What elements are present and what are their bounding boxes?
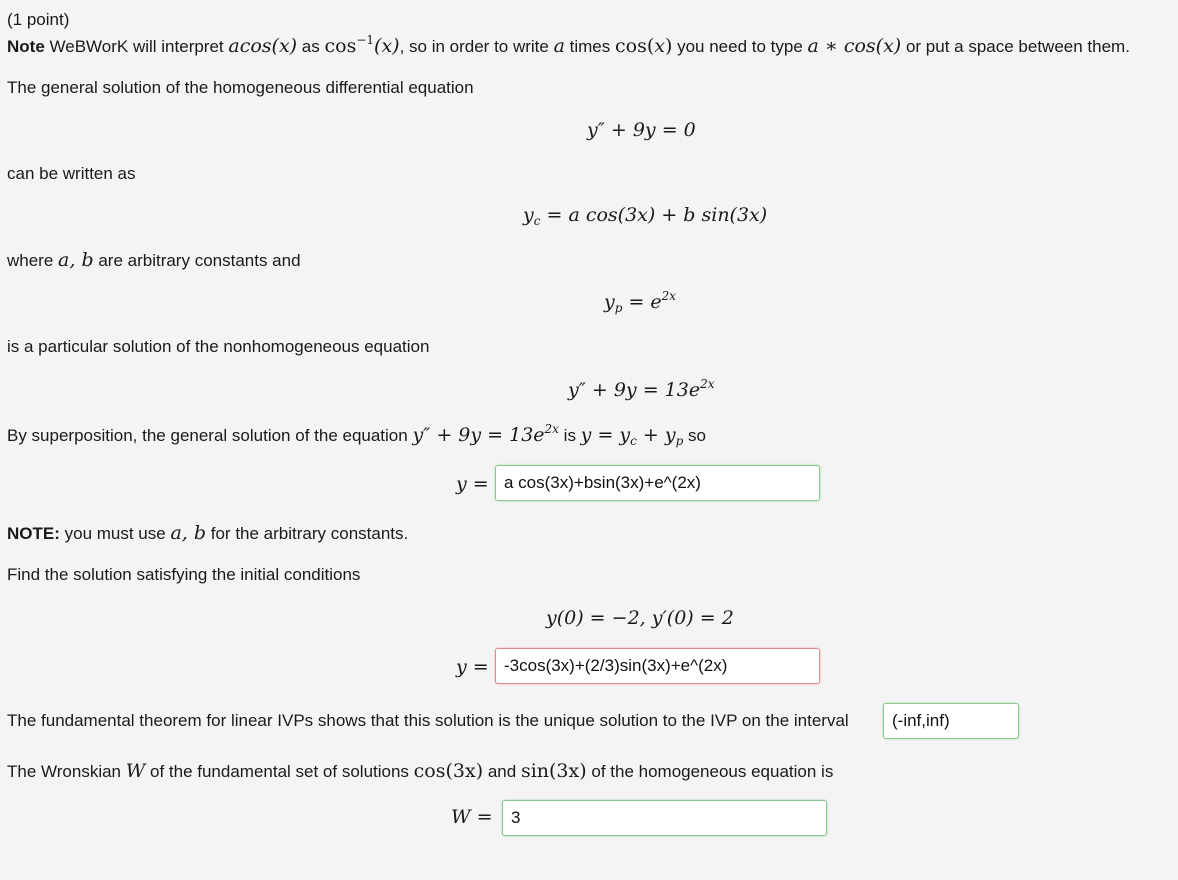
note-math-cos-open: cos( <box>614 35 655 57</box>
p8-math-cos: cos(3x) <box>413 760 484 782</box>
eq3-eq: = e <box>622 291 662 313</box>
paragraph-nonhomogeneous: is a particular solution of the nonhomogeneous equation <box>7 337 430 356</box>
note-math-typed: a ∗ cos(x) <box>807 35 902 57</box>
eq3-sub-p: p <box>614 301 623 315</box>
answer-3-input[interactable]: (-inf,inf) <box>883 703 1019 739</box>
answer-4-input[interactable]: 3 <box>502 800 827 836</box>
webwork-note <box>7 35 1130 57</box>
p5-math-sub-p: p <box>675 434 684 448</box>
note-math-x: x <box>654 35 665 57</box>
p8-text-1: The Wronskian <box>7 762 126 781</box>
paragraph-homogeneous: The general solution of the homogeneous differential equation <box>7 78 474 97</box>
paragraph-wronskian <box>7 760 833 782</box>
p5-math-eq <box>412 424 558 446</box>
paragraph-fundamental-theorem: The fundamental theorem for linear IVPs shows that this solution is the unique solution to the IVP on the interval <box>7 711 849 730</box>
answer-1-input[interactable]: a cos(3x)+bsin(3x)+e^(2x) <box>495 465 820 501</box>
p5-text-2: is <box>558 426 581 445</box>
equation-nonhomogeneous <box>568 379 714 401</box>
answer-2-label: y = <box>456 656 489 678</box>
note-math-arg: (x) <box>374 35 400 57</box>
p3-math-ab: a, b <box>58 249 94 271</box>
note2-text-2: for the arbitrary constants. <box>206 524 409 543</box>
paragraph-written-as: can be written as <box>7 164 136 183</box>
note-math-acos: acos(x) <box>228 35 298 57</box>
p5-math-y: y = y <box>580 424 631 446</box>
paragraph-initial-conditions: Find the solution satisfying the initial conditions <box>7 565 361 584</box>
p3-text-2: are arbitrary constants and <box>93 251 301 270</box>
p8-math-sin: sin(3x) <box>520 760 587 782</box>
answer-2-input[interactable]: -3cos(3x)+(2/3)sin(3x)+e^(2x) <box>495 648 820 684</box>
note2-math-ab: a, b <box>170 522 207 544</box>
equation-particular <box>604 291 676 313</box>
p8-text-3: and <box>483 762 521 781</box>
note2-text-1: you must use <box>59 524 171 543</box>
eq4-lhs: y″ + 9y = 13e <box>568 379 701 401</box>
p8-math-w: W <box>125 760 146 782</box>
p8-text-2: of the fundamental set of solutions <box>145 762 414 781</box>
note-text-4: times <box>564 37 615 56</box>
paragraph-arbitrary-constants <box>7 249 301 271</box>
note-text-1: WeBWorK will interpret <box>44 37 229 56</box>
note2-bold: NOTE: <box>7 524 60 543</box>
note-text-5: you need to type <box>672 37 808 56</box>
answer-1-label: y = <box>456 473 489 495</box>
note-math-arccos <box>324 35 399 57</box>
note-math-cosx <box>615 35 672 57</box>
note-text-6: or put a space between them. <box>901 37 1130 56</box>
eq3-y: y <box>604 291 615 313</box>
note-math-cos-close: ) <box>664 35 673 57</box>
note-bold: Note <box>7 37 45 56</box>
equation-complementary <box>523 204 767 226</box>
p5-text-3: so <box>683 426 706 445</box>
answer-4-label: W = <box>451 806 493 828</box>
paragraph-superposition <box>7 424 706 446</box>
note-math-inverse: −1 <box>356 33 375 47</box>
note-math-a: a <box>553 35 565 57</box>
p5-math-plus: + y <box>636 424 676 446</box>
note-arbitrary-constants <box>7 522 408 544</box>
eq3-sup: 2x <box>661 289 677 303</box>
note-text-3: , so in order to write <box>399 37 554 56</box>
eq2-sub-c: c <box>533 214 541 228</box>
eq2-rest: = a cos(3x) + b sin(3x) <box>540 204 768 226</box>
p5-math-eq-lhs: y″ + 9y = 13e <box>412 424 545 446</box>
note-text-2: as <box>297 37 325 56</box>
p5-math-eq-sup: 2x <box>544 422 559 436</box>
p5-text-1: By superposition, the general solution of the equation <box>7 426 413 445</box>
p3-text-1: where <box>7 251 59 270</box>
note-math-cos: cos <box>324 35 357 57</box>
points-label: (1 point) <box>7 10 70 29</box>
p8-text-4: of the homogeneous equation is <box>586 762 834 781</box>
eq2-y: y <box>523 204 534 226</box>
equation-initial-conditions: y(0) = −2, y′(0) = 2 <box>546 607 734 629</box>
p5-math-sum <box>581 424 684 446</box>
eq4-sup: 2x <box>700 377 715 391</box>
p5-math-sub-c: c <box>630 434 637 448</box>
equation-homogeneous: y″ + 9y = 0 <box>587 119 696 141</box>
